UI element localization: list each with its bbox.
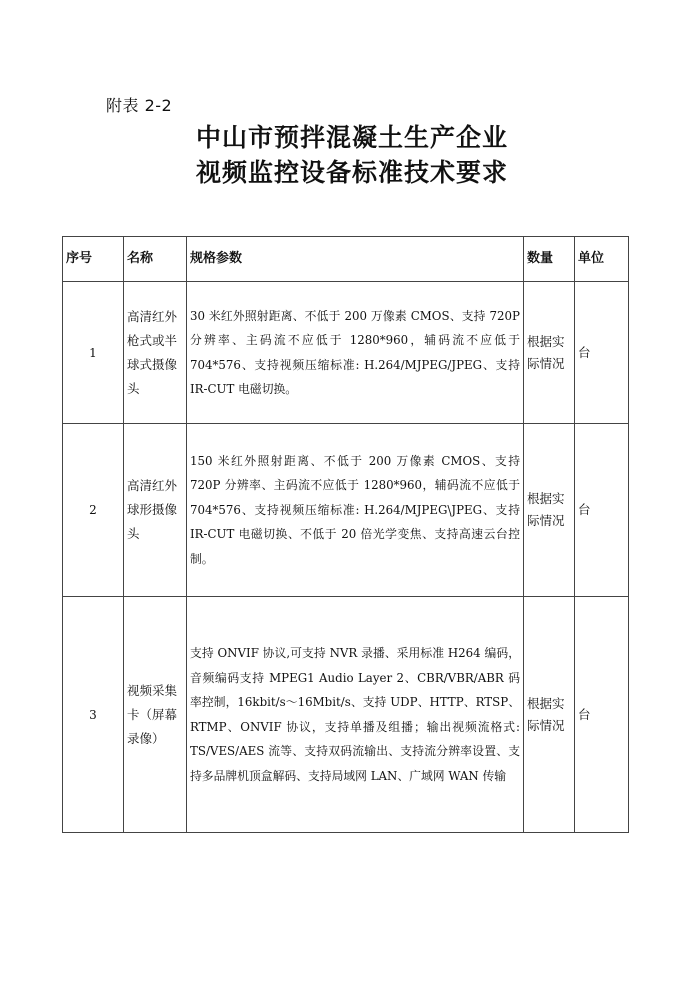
- row-number: 2: [63, 424, 124, 597]
- equipment-spec-table: [62, 236, 629, 833]
- row-unit: 台: [575, 597, 629, 833]
- header-number: 序号: [63, 237, 124, 282]
- row-name: 视频采集卡（屏幕录像）: [124, 597, 187, 833]
- row-quantity: 根据实际情况: [524, 424, 575, 597]
- row-quantity: 根据实际情况: [524, 282, 575, 424]
- row-spec: 支持 ONVIF 协议,可支持 NVR 录播、采用标准 H264 编码，音频编码支持 MPEG1 Audio Layer 2、CBR/VBR/ABR 码率控制，16kbit/s～16Mbit/s、支持 UDP、HTTP、RTSP、RTMP、ONVIF 协议，支持单播及组播；输出视频流格式: TS/VES/AES 流等、支持双码流输出、支持流分辨率设置、支持多品牌机顶盒解码、支持局域网 LAN、广域网 WAN 传输: [187, 597, 524, 833]
- table-row: [63, 597, 629, 833]
- document-title-line-2: 视频监控设备标准技术要求: [195, 158, 508, 187]
- row-spec: 30 米红外照射距离、不低于 200 万像素 CMOS、支持 720P 分辨率、主码流不应低于 1280*960，辅码流不应低于 704*576、支持视频压缩标准: H.264/MJPEG/JPEG、支持 IR-CUT 电磁切换。: [187, 282, 524, 424]
- row-spec: 150 米红外照射距离、不低于 200 万像素 CMOS、支持 720P 分辨率、主码流不应低于 1280*960，辅码流不应低于 704*576、支持视频压缩标准: H.264/MJPEG\JPEG、支持 IR-CUT 电磁切换、不低于 20 倍光学变焦、支持高速云台控制。: [187, 424, 524, 597]
- table-row: [63, 282, 629, 424]
- row-number: 3: [63, 597, 124, 833]
- document-title-line-1: 中山市预拌混凝土生产企业: [195, 123, 508, 152]
- header-quantity: 数量: [524, 237, 575, 282]
- table-row: [63, 424, 629, 597]
- header-spec: 规格参数: [187, 237, 524, 282]
- row-name: 高清红外球形摄像头: [124, 424, 187, 597]
- row-number: 1: [63, 282, 124, 424]
- row-unit: 台: [575, 424, 629, 597]
- header-name: 名称: [124, 237, 187, 282]
- row-name: 高清红外枪式或半球式摄像头: [124, 282, 187, 424]
- header-unit: 单位: [575, 237, 629, 282]
- attachment-label: 附表 2-2: [106, 96, 173, 115]
- table-header-row: [63, 237, 629, 282]
- row-unit: 台: [575, 282, 629, 424]
- row-quantity: 根据实际情况: [524, 597, 575, 833]
